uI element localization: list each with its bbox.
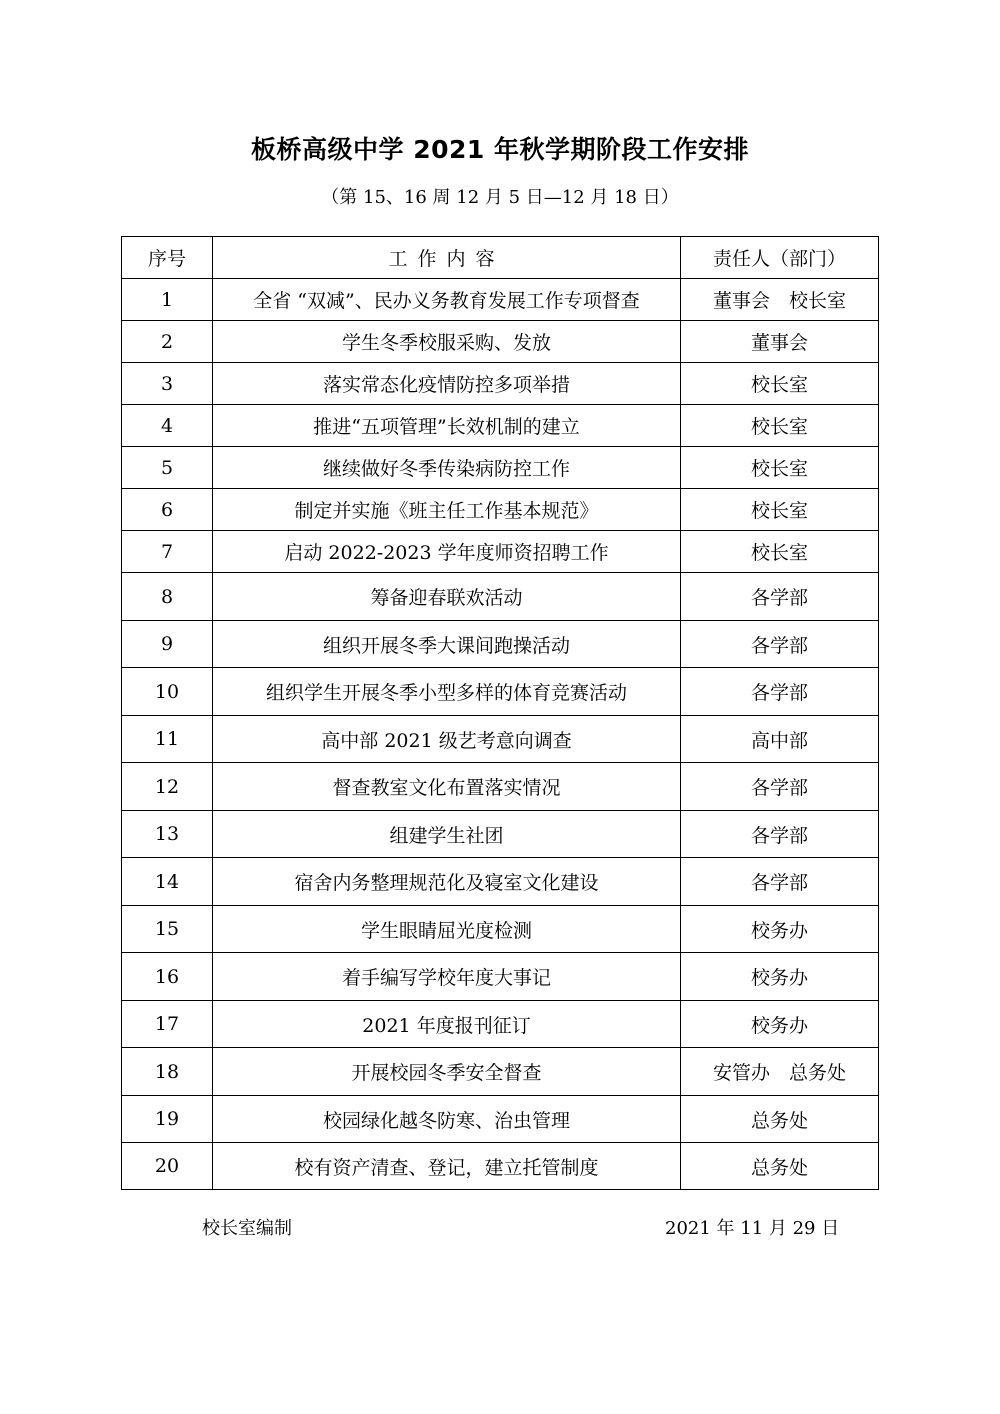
row-content: 宿舍内务整理规范化及寝室文化建设	[213, 858, 681, 906]
row-owner: 校务办	[681, 906, 879, 953]
row-index: 17	[122, 1001, 213, 1048]
page-title: 板桥高级中学 2021 年秋学期阶段工作安排	[251, 135, 749, 164]
row-content: 督查教室文化布置落实情况	[213, 763, 681, 811]
table-row	[122, 447, 879, 489]
row-owner: 各学部	[681, 573, 879, 621]
table-row	[122, 811, 879, 858]
table-row	[122, 763, 879, 811]
row-index: 9	[122, 621, 213, 668]
row-index: 8	[122, 573, 213, 621]
table-row	[122, 1001, 879, 1048]
row-owner: 各学部	[681, 621, 879, 668]
row-index: 19	[122, 1096, 213, 1143]
row-content: 着手编写学校年度大事记	[213, 953, 681, 1001]
table-row	[122, 906, 879, 953]
row-content: 组织学生开展冬季小型多样的体育竞赛活动	[213, 668, 681, 716]
row-owner: 各学部	[681, 811, 879, 858]
row-content: 制定并实施《班主任工作基本规范》	[213, 489, 681, 531]
row-owner: 董事会 校长室	[681, 279, 879, 321]
table-row	[122, 621, 879, 668]
row-index: 10	[122, 668, 213, 716]
row-content: 落实常态化疫情防控多项举措	[213, 363, 681, 405]
row-content: 组织开展冬季大课间跑操活动	[213, 621, 681, 668]
row-index: 20	[122, 1143, 213, 1190]
row-index: 12	[122, 763, 213, 811]
row-owner: 总务处	[681, 1143, 879, 1190]
row-index: 4	[122, 405, 213, 447]
table-row	[122, 668, 879, 716]
row-owner: 校长室	[681, 489, 879, 531]
row-owner: 校长室	[681, 531, 879, 573]
row-index: 7	[122, 531, 213, 573]
table-row	[122, 953, 879, 1001]
table-row	[122, 858, 879, 906]
row-content: 继续做好冬季传染病防控工作	[213, 447, 681, 489]
row-index: 3	[122, 363, 213, 405]
row-index: 5	[122, 447, 213, 489]
issue-date: 2021 年 11 月 29 日	[665, 1218, 840, 1239]
row-index: 6	[122, 489, 213, 531]
header-content: 工作内容	[213, 237, 681, 279]
row-content: 校园绿化越冬防寒、治虫管理	[213, 1096, 681, 1143]
row-index: 13	[122, 811, 213, 858]
row-owner: 董事会	[681, 321, 879, 363]
table-row	[122, 1048, 879, 1096]
table-row	[122, 531, 879, 573]
row-content: 全省 “双减”、民办义务教育发展工作专项督查	[213, 279, 681, 321]
row-owner: 各学部	[681, 668, 879, 716]
row-owner: 高中部	[681, 716, 879, 763]
row-owner: 各学部	[681, 763, 879, 811]
table-header-row	[122, 237, 879, 279]
row-content: 组建学生社团	[213, 811, 681, 858]
row-owner: 总务处	[681, 1096, 879, 1143]
row-index: 11	[122, 716, 213, 763]
header-index: 序号	[122, 237, 213, 279]
row-owner: 各学部	[681, 858, 879, 906]
table-row	[122, 489, 879, 531]
row-content: 推进“五项管理”长效机制的建立	[213, 405, 681, 447]
row-owner: 安管办 总务处	[681, 1048, 879, 1096]
table-row	[122, 279, 879, 321]
table-body	[122, 279, 879, 1190]
header-owner: 责任人（部门）	[681, 237, 879, 279]
row-content: 开展校园冬季安全督查	[213, 1048, 681, 1096]
row-index: 18	[122, 1048, 213, 1096]
row-owner: 校长室	[681, 405, 879, 447]
row-index: 2	[122, 321, 213, 363]
row-index: 15	[122, 906, 213, 953]
row-content: 学生眼睛屈光度检测	[213, 906, 681, 953]
table-row	[122, 573, 879, 621]
table-row	[122, 321, 879, 363]
row-owner: 校务办	[681, 953, 879, 1001]
table-row	[122, 405, 879, 447]
row-content: 2021 年度报刊征订	[213, 1001, 681, 1048]
row-content: 筹备迎春联欢活动	[213, 573, 681, 621]
row-content: 启动 2022-2023 学年度师资招聘工作	[213, 531, 681, 573]
table-row	[122, 1096, 879, 1143]
table-row	[122, 363, 879, 405]
row-owner: 校长室	[681, 447, 879, 489]
row-index: 1	[122, 279, 213, 321]
row-content: 学生冬季校服采购、发放	[213, 321, 681, 363]
work-plan-table	[121, 236, 879, 1190]
row-index: 16	[122, 953, 213, 1001]
row-owner: 校长室	[681, 363, 879, 405]
row-index: 14	[122, 858, 213, 906]
table-row	[122, 1143, 879, 1190]
row-owner: 校务办	[681, 1001, 879, 1048]
editor-note: 校长室编制	[202, 1218, 292, 1239]
table-row	[122, 716, 879, 763]
row-content: 校有资产清查、登记，建立托管制度	[213, 1143, 681, 1190]
row-content: 高中部 2021 级艺考意向调查	[213, 716, 681, 763]
date-range-subtitle: （第 15、16 周 12 月 5 日—12 月 18 日）	[321, 187, 679, 208]
